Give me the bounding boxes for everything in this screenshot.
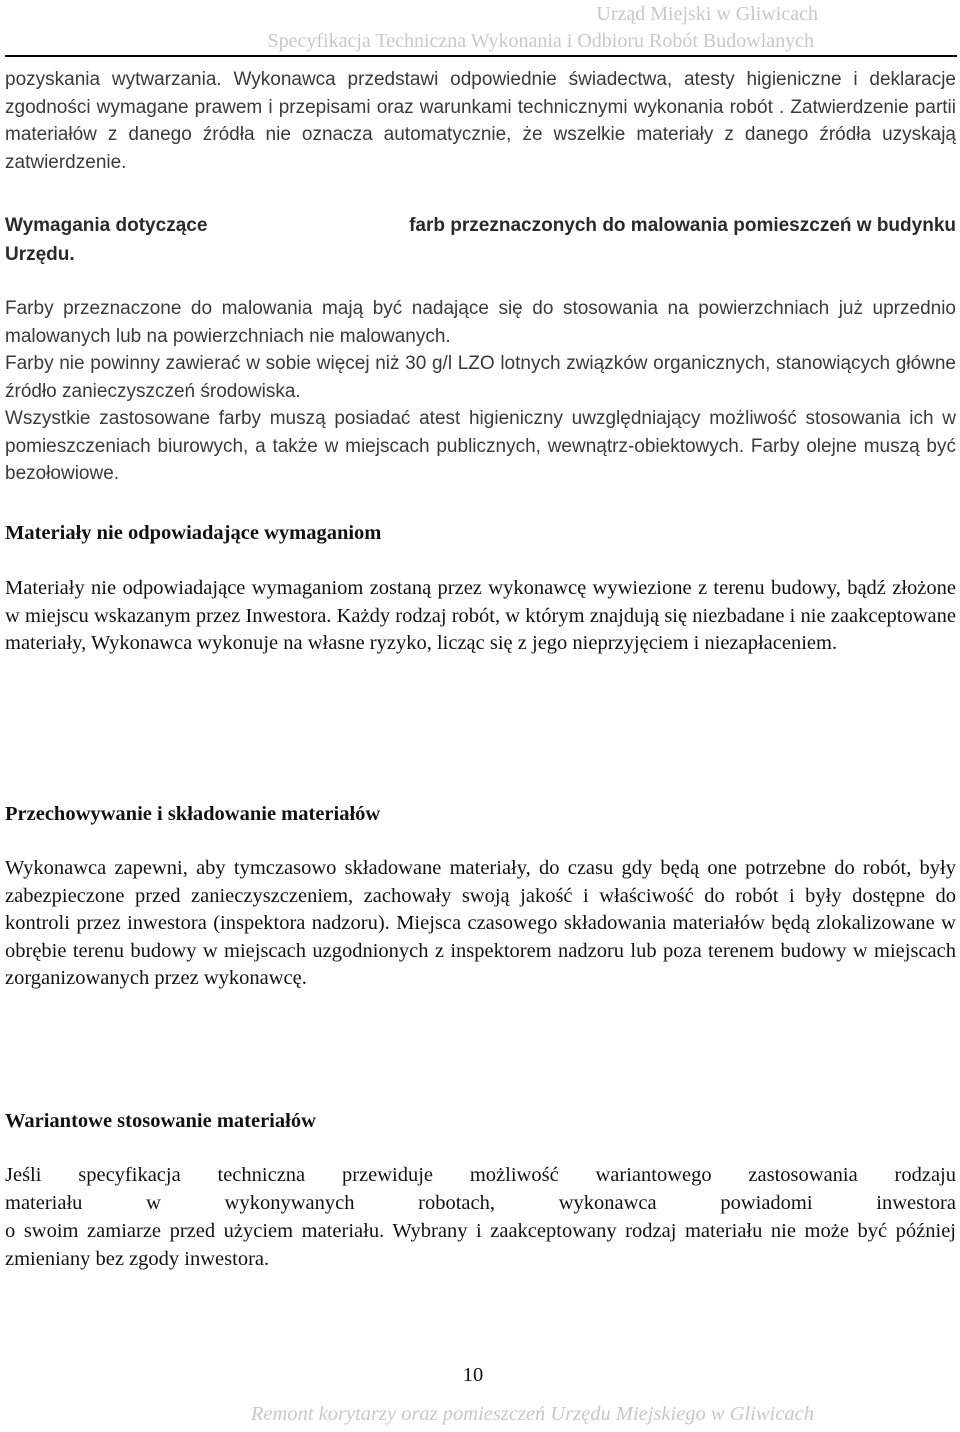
paint-heading-part2: farb przeznaczonych do malowania pomieszczeń w budynku — [409, 215, 956, 236]
header-subtitle: Specyfikacja Techniczna Wykonania i Odbioru Robót Budowlanych — [267, 30, 814, 52]
paint-paragraph-3: Wszystkie zastosowane farby muszą posiadać atest higieniczny uwzględniający możliwość stosowania ich w pomieszczeniach biurowych, a także w miejscach publicznych, wewnątrz-obiektowych. Farby olejne muszą być bezołowiowe. — [5, 408, 956, 484]
header-divider — [5, 55, 957, 57]
paint-paragraph-1: Farby przeznaczone do malowania mają być nadające się do stosowania na powierzchniach już uprzednio malowanych lub na powierzchniach nie malowanych. — [5, 298, 956, 347]
intro-paragraph: pozyskania wytwarzania. Wykonawca przedstawi odpowiednie świadectwa, atesty higieniczne i deklaracje zgodności wymagane prawem i przepisami oraz warunkami technicznymi wykonania robót . Zatwierdzenie partii materiałów z danego źródła nie oznacza automatycznie, że wszelkie materiały z danego źródła uzyskają zatwierdzenie. — [5, 69, 956, 173]
variants-paragraph-line2: materiału w wykonywanych robotach, wykonawca powiadomi inwestora — [5, 1192, 956, 1214]
page-footer: Remont korytarzy oraz pomieszczeń Urzędu Miejskiego w Gliwicach — [250, 1403, 814, 1425]
storage-heading: Przechowywanie i składowanie materiałów — [5, 803, 381, 825]
paint-requirements-heading — [5, 211, 956, 240]
paint-paragraph-2: Farby nie powinny zawierać w sobie więcej niż 30 g/l LZO lotnych związków organicznych, stanowiących główne źródło zanieczyszczeń środowiska. — [5, 353, 956, 402]
paint-heading-part1: Wymagania dotyczące — [5, 215, 208, 236]
paint-heading-part3: Urzędu. — [5, 244, 75, 265]
variants-paragraph-rest: o swoim zamiarze przed użyciem materiału. Wybrany i zaakceptowany rodzaj materiału nie może być później zmieniany bez zgody inwestora. — [5, 1220, 956, 1270]
nonconforming-paragraph: Materiały nie odpowiadające wymaganiom zostaną przez wykonawcę wywiezione z terenu budowy, bądź złożone w miejscu wskazanym przez Inwestora. Każdy rodzaj robót, w którym znajdują się niezbadane i nie zaakceptowane materiały, Wykonawca wykonuje na własne ryzyko, licząc się z jego nieprzyjęciem i niezapłaceniem. — [5, 577, 956, 654]
variants-paragraph-line1: Jeśli specyfikacja techniczna przewiduje możliwość wariantowego zastosowania rodzaju — [5, 1164, 956, 1186]
header-title: Urząd Miejski w Gliwicach — [596, 3, 818, 25]
nonconforming-heading: Materiały nie odpowiadające wymaganiom — [5, 522, 382, 544]
page-number: 10 — [462, 1364, 484, 1386]
storage-paragraph: Wykonawca zapewni, aby tymczasowo składowane materiały, do czasu gdy będą one potrzebne do robót, były zabezpieczone przed zanieczyszczeniem, zachowały swoją jakość i właściwość do robót i były dostępne do kontroli przez inwestora (inspektora nadzoru). Miejsca czasowego składowania materiałów będą zlokalizowane w obrębie terenu budowy w miejscach uzgodnionych z inspektorem nadzoru lub poza terenem budowy w miejscach zorganizowanych przez wykonawcę. — [5, 857, 956, 989]
variants-heading: Wariantowe stosowanie materiałów — [5, 1110, 316, 1132]
